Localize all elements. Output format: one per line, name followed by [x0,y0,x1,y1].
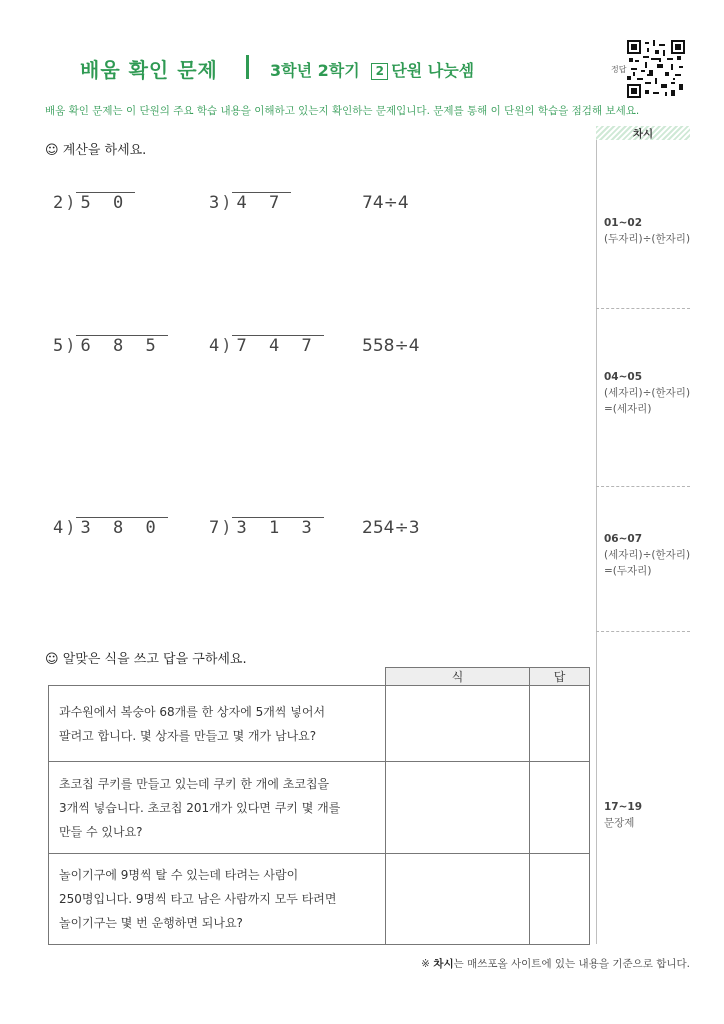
table-row [49,854,590,945]
sidebar-divider [596,140,597,944]
division-bracket: ) [65,193,76,213]
sidebar-code: 01~02 [604,217,643,229]
section-word-title [45,648,247,667]
grade-label: 3학년 2학기 [270,61,360,80]
long-division-problem [209,517,324,539]
sidebar-block [604,799,642,831]
question-line: 팔려고 합니다. 몇 상자를 만들고 몇 개가 남나요? [59,728,317,743]
division-bracket: ) [65,518,76,538]
question-line: 250명입니다. 9명씩 타고 남은 사람까지 모두 타려면 [59,892,337,906]
dap-answer-cell[interactable] [530,686,590,762]
sidebar-desc: (세자리)÷(한자리) [604,549,691,561]
divisor: 3 [209,193,220,213]
unit-name: 단원 나눗셈 [391,61,475,80]
dividend: 3 1 3 [232,517,324,539]
long-division-problem [209,192,291,214]
divisor: 5 [53,336,64,356]
sidebar-block [604,369,690,417]
sidebar-code: 06~07 [604,533,643,545]
unit-number-box: 2 [371,63,388,80]
question-line: 놀이기구는 몇 번 운행하면 되나요? [59,916,243,930]
dividend: 3 8 0 [76,517,168,539]
sidebar-heading: 차시 [632,128,654,140]
title-divider [246,55,249,79]
division-bracket: ) [221,518,232,538]
question-line: 과수원에서 복숭아 68개를 한 상자에 5개씩 넣어서 [59,704,326,719]
sidebar-code: 04~05 [604,371,643,383]
question-line: 놀이기구에 9명씩 탈 수 있는데 타려는 사람이 [59,868,299,882]
divisor: 4 [209,336,220,356]
sidebar-code: 17~19 [604,801,643,813]
sidebar-separator [596,308,690,309]
section-calc-label: 계산을 하세요. [62,143,147,158]
table-row [49,762,590,854]
table-row [49,686,590,762]
column-header-sik: 식 [386,668,530,686]
question-line: 초코칩 쿠키를 만들고 있는데 쿠키 한 개에 초코칩을 [59,776,330,791]
sidebar-separator [596,486,690,487]
dap-answer-cell[interactable] [530,762,590,854]
section-word-label: 알맞은 식을 쓰고 답을 구하세요. [62,652,247,667]
table-header-blank [49,668,386,686]
sik-answer-cell[interactable] [386,762,530,854]
sidebar-separator [596,631,690,632]
division-bracket: ) [221,193,232,213]
divisor: 2 [53,193,64,213]
divisor: 7 [209,518,220,538]
long-division-problem [53,192,135,214]
divisor: 4 [53,518,64,538]
dividend: 7 4 7 [232,335,324,357]
footnote-bold: 차시 [433,958,454,970]
sidebar-block [604,215,690,247]
question-cell [49,686,386,762]
division-bracket: ) [65,336,76,356]
answer-label: 정답 [611,65,627,74]
long-division-problem [53,517,168,539]
sidebar-desc: (두자리)÷(한자리) [604,233,691,245]
dap-answer-cell[interactable] [530,854,590,945]
sik-answer-cell[interactable] [386,686,530,762]
question-cell [49,854,386,945]
division-expression: 254÷3 [362,518,420,538]
sidebar-desc: (세자리)÷(한자리) [604,387,691,399]
unit-subtitle [270,58,474,81]
reference-mark-icon: ※ [421,958,430,970]
footnote [421,956,690,971]
intro-text: 배움 확인 문제는 이 단원의 주요 학습 내용을 이해하고 있는지 확인하는 문제입니다. 문제를 통해 이 단원의 학습을 점검해 보세요. [45,105,640,117]
dividend: 5 0 [76,192,136,214]
sidebar-desc: 문장제 [604,817,635,829]
word-problem-table [48,667,590,945]
long-division-problem [53,335,168,357]
column-header-dap: 답 [530,668,590,686]
sidebar-block [604,531,690,579]
question-line: 3개씩 넣습니다. 초코칩 201개가 있다면 쿠키 몇 개를 [59,800,341,815]
page-title: 배움 확인 문제 [80,58,218,82]
sik-answer-cell[interactable] [386,854,530,945]
question-cell [49,762,386,854]
division-expression: 74÷4 [362,193,409,213]
smile-icon: ☺ [45,652,59,667]
qr-code-icon[interactable] [627,40,685,98]
sidebar-desc: =(두자리) [604,565,652,577]
division-expression: 558÷4 [362,336,420,356]
dividend: 4 7 [232,192,292,214]
long-division-problem [209,335,324,357]
footnote-text: 는 매쓰포올 사이트에 있는 내용을 기준으로 합니다. [453,958,690,970]
division-bracket: ) [221,336,232,356]
question-line: 만들 수 있나요? [59,824,143,839]
sidebar-desc: =(세자리) [604,403,652,415]
smile-icon: ☺ [45,143,59,158]
section-calc-title [45,139,146,158]
dividend: 6 8 5 [76,335,168,357]
